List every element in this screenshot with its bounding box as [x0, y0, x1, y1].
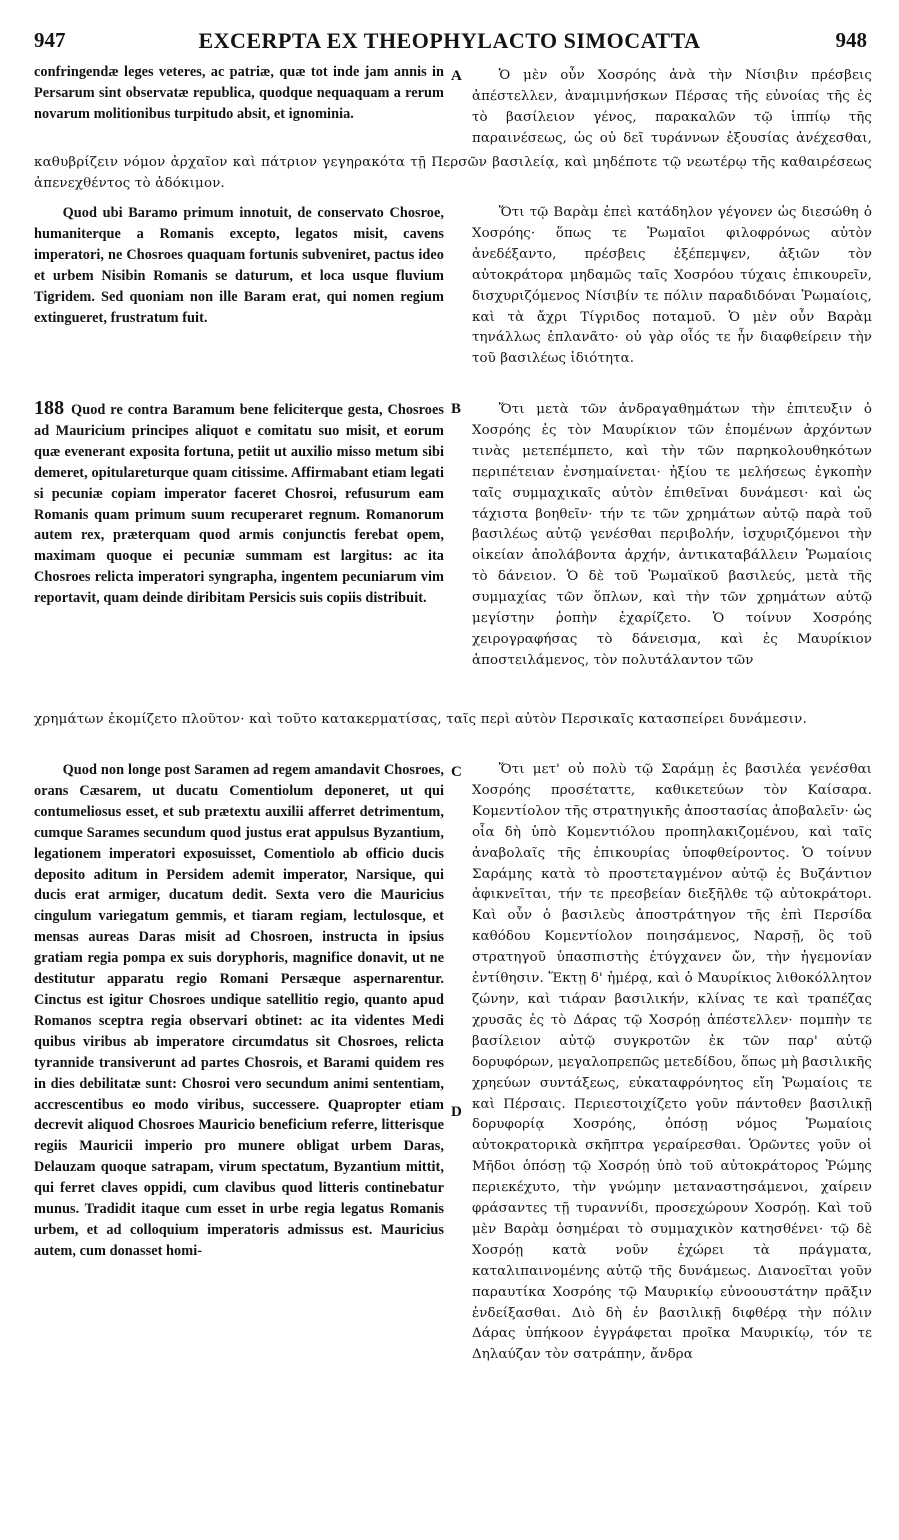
greek-full-width-line-1: [34, 153, 872, 197]
latin-column-block-2: [34, 203, 444, 371]
margin-marker-d: D: [451, 1104, 462, 1120]
section-number: 188: [34, 398, 65, 419]
greek-column-block-3: [472, 400, 872, 708]
greek-paragraph: Ὁ μὲν οὖν Χοσρόης ἀνὰ τὴν Νίσιβιν πρέσβεις ἀπέστελλεν, ἀναμιμνήσκων Πέρσας τῆς εὐνοίας τῆς ἐς τὸ βασίλειον γένος, παρακαλῶν τῷ ἱππίῳ τῆς παραινέσεως, ὡς οὐ δεῖ τυράννων ἐξουσίας ἀνέχεσθαι,: [472, 68, 872, 146]
latin-paragraph-text: Quod re contra Baramum bene feliciterque gesta, Chosroes ad Mauricium principes aliquot e comitatu suo misit, et eorum quæ evenerant exposita fortuna, petiit ut auxilio misso metum sibi demeret, opitulareturque quam citissime. Affirmabant etiam legati si pecuniæ copiam imperator faceret Chosroi, refusurum eam Romanis quam primum suum recuperaret regnum. Romanorum autem rex, præterquam quod armis conjunctis ferebat opem, maximam quoque ei pecuniæ summam est largitus: ac ita Chosroes relicta imperatori syngrapha, ingentem pecuniarum vim reportavit, quam deinde diribitam Persicis suis copiis distribuit.: [34, 402, 444, 607]
greek-column-block-2: [472, 203, 872, 395]
greek-column-block-4: [472, 760, 872, 1470]
latin-paragraph: Quod non longe post Saramen ad regem amandavit Chosroes, orans Cæsarem, ut ducatu Comentiolum deponeret, ut qui contumeliosus esset, et sub prætextu auxilii afferret detrimentum, cumque Sarames secundum quod justus erat appulsus Byzantium, legationem imperatori exposuisset, Comentiolo ab officio ducis deposito aditum in Persidem ademit imperator, Narsique, qui ducis erat armiger, ducatum dedit. Sexta vero die Mauricius cingulum variegatum gemmis, et tiaram regiam, lectulosque, et mensas aureas Daras misit ad Chosroen, instructa in ipsius gratiam regia pompa ex suis doryphoris, magnifice donavit, ut ne destitutur apparatu regio Romani Persæque aspernarentur. Cinctus est igitur Chosroes undique satellitio regio, quanto apud Romanos sceptra regia observari obtinet: ac ita videntes Medi quibus viribus ab imperatore circumdatus sit Chosroes, relicta tyrannide transiverunt ad partes Chosrois, et Barami quidem res in dies debilitatæ sunt: Chosroi vero secundum animi sententiam, accrescentibus eo modo viribus, successere. Quapropter etiam decrevit aliquod Chosroes Mauricio beneficium referre, litterisque regiis Mauricii imperio pro munere obligat urbem Daras, Delauzam quoque satrapam, virum spectatum, Byzantium mittit, qui ferret claves oppidi, cum clavibus quod litteris continebatur munus. Tradidit itaque cum esset in urbe regia legatus Romanis urbem, et ad colloquium imperatoris admissus est. Mauricius autem, cum donasset homi-: [34, 762, 444, 1259]
latin-column-block-4: [34, 760, 444, 1470]
greek-column-block-1: [472, 66, 872, 150]
latin-paragraph: Quod ubi Baramo primum innotuit, de conservato Chosroe, humaniterque a Romanis excepto, legatos misit, cavens imperatori, ne Chosroes quaquam fortunis subveniret, pactus ideo et urbem Nisibin Romanis se daturum, et loca usque fluvium Tigridem. Sed quoniam non ille Baram erat, qui nomen regium extingueret, frustratum fuit.: [34, 205, 444, 326]
page-number-left: 947: [34, 28, 66, 52]
margin-marker-b: B: [451, 401, 462, 417]
greek-paragraph: Ὅτι τῷ Βαρὰμ ἐπεὶ κατάδηλον γέγονεν ὡς διεσώθη ὁ Χοσρόης· ὅπως τε Ῥωμαῖοι φιλοφρόνως αὐτὸν ἀνεδέξαντο, πρέσβεις ἐξέπεμψεν, ἀξιῶν τὸν αὐτοκράτορα μηδαμῶς ταῖς Χοσρόου τύχαις ἐπικουρεῖν, δισχυριζόμενος Νίσιβίν τε πόλιν παραδιδόναι Ῥωμαίοις, καὶ τὰ ἄχρι Τίγριδος ποταμοῦ. Ὁ μὲν οὖν Βαρὰμ τηνάλλως ἐπλανᾶτο· οὐ γὰρ οἷός τε ἦν διαφθείρειν τὴν τοῦ βασιλέως ἰδιότητα.: [472, 205, 872, 367]
greek-paragraph-continued: καθυβρίζειν νόμον ἀρχαῖον καὶ πάτριον γεγηρακότα τῇ Περσῶν βασιλείᾳ, καὶ μηδέποτε τῷ νεωτέρῳ τῆς καθαιρέσεως ἀπενεχθέντος τὸ ἀδόκιμον.: [34, 155, 872, 191]
greek-paragraph: Ὅτι μετὰ τῶν ἀνδραγαθημάτων τὴν ἐπιτευξιν ὁ Χοσρόης ἐς τὸν Μαυρίκιον τῶν ἑπομένων ἀρχόντων τινὰς μετεπέμπετο, καὶ τὴν τῶν παρηκολουθηκότων περιπέτειαν ἐνσημαίνεται· ἠξίου τε μελήσεως ἐγκοπὴν ταῖς συμμαχικαῖς αὐτὸν ἐπιθεῖναι δυνάμεσι· καὶ ὡς τάχιστα βοηθεῖν· τήν τε τῶν χρημάτων αὐτῷ παρὰ τοῦ βασιλέως αὐτῷ γενέσθαι περιβολήν, ἰσχυριζόμενοι τὴν οἰκείαν ἀπολάβοντα ἀρχήν, ἀντικαταβάλλειν Ῥωμαίοις τὸ δάνειον. Ὁ δὲ τοῦ Ῥωμαϊκοῦ βασιλεύς, μετὰ τῆς συμμαχίας τῶν ὅπλων, καὶ τὴν τῶν χρημάτων αὐτῷ μεγίστην ῥοπὴν ἐχαρίζετο. Ὁ τοίνυν Χοσρόης χειρογραφήσας τὸ δάνεισμα, καὶ ἐς Μαυρίκιον ἀποστειλάμενος, τὸν πολυτάλαντον τῶν: [472, 402, 872, 668]
greek-paragraph: Ὅτι μετ' οὐ πολὺ τῷ Σαράμῃ ἐς βασιλέα γενέσθαι Χοσρόης προσέταττε, καθικετεύων τὸν Καίσαρα. Κομεντίολον τῆς στρατηγικῆς ἀποστασίας ἀποβαλεῖν· ὡς οἷα δὴ ὑπὸ Κομεντιόλου προπηλακιζομένου, καὶ ταῖς ἀναβολαῖς τῆς ἐπικουρίας ὑποφθείροντος. Ὁ τοίνυν Σαράμης κατὰ τὸ προστεταγμένον αὐτῷ ἐς Βυζάντιον ἀφικνεῖται, τήν τε πρεσβείαν διεξῆλθε τῷ αὐτοκράτορι. Καὶ οὖν ὁ βασιλεὺς ἀποστράτηγον τῆς ἐπὶ Περσίδα καθόδου Κομεντίολον ποιησάμενος, Ναρσῇ, ὃς τοῦ στρατηγοῦ ὑπασπιστὴς ἐτύγχανεν ὤν, τὴν ἡγεμονίαν ἐντίθησιν. Ἕκτῃ δ' ἡμέρᾳ, καὶ ὁ Μαυρίκιος λιθοκόλλητον ζώνην, καὶ τιάραν βασιλικήν, κλίνας τε καὶ τραπέζας χρυσᾶς ἐς τὸ Δάρας τῷ Χοσρόῃ ἀπέστελλεν· πομπὴν τε βασίλειον αὐτῷ συγκροτῶν ἐκ τῶν παρ' αὐτῷ δορυφόρων, μεγαλοπρεπῶς μετεδίδου, ὅπως μὴ βασιλικῆς χρηεύων συντάξεως, εὐκαταφρόνητος εἴη Ῥωμαίοις τε καὶ Πέρσαις. Περιεστοιχίζετο γοῦν πάντοθεν βασιλικῇ δορυφορίᾳ Χοσρόης, ὁπόσῃ νόμος Ῥωμαίοις αὐτοκρατορικὰ σκῆπτρα γεραίρεσθαι. Ὁρῶντες γοῦν οἱ Μῆδοι ὁπόσῃ τῷ Χοσρόῃ ὑπὸ τοῦ αὐτοκράτορος Ῥώμης περιεκέχυτο, τὴν γνώμην μεταναστησάμενοι, χαίρειν φράσαντες τῇ τυραννίδι, προσεχώρουν Χοσρόῃ. Καὶ τοῦ μὲν Βαρὰμ ὁσημέραι τὸ συμμαχικὸν κατησθένει· τῷ δὲ Χοσρόῃ κατὰ νοῦν ἐχώρει τὰ πράγματα, καταλιπαινομένης αὐτῷ τῆς δυνάμεως. Διανοεῖται γοῦν παραυτίκα Χοσρόης τῷ Μαυρικίῳ εὐνοουστάτην πρᾶξιν ἐνδείξασθαι. Διὸ δὴ ἐν βασιλικῇ διφθέρᾳ τὴν πόλιν Δάρας ὑπήκοον ἐγγράφεται προῖκα Μαυρικίῳ, τόν τε Δηλαύζαν τὸν σατράπην, ἄνδρα: [472, 762, 872, 1363]
margin-marker-c: C: [451, 764, 462, 780]
latin-column-block-3: [34, 398, 444, 706]
page-number-right: 948: [835, 28, 867, 52]
running-title: EXCERPTA EX THEOPHYLACTO SIMOCATTA: [198, 28, 701, 53]
latin-paragraph: confringendæ leges veteres, ac patriæ, quæ tot inde jam annis in Persarum sint observatæ republica, quodque nequaquam a rerum novarum molitionibus turpitudo absit, et ignominia.: [34, 64, 444, 122]
latin-column-block-1: [34, 62, 444, 144]
greek-full-width-line-3: [34, 710, 872, 754]
margin-marker-a: A: [451, 68, 462, 84]
latin-paragraph: [34, 398, 444, 609]
greek-paragraph-continued: χρημάτων ἐκομίζετο πλοῦτον· καὶ τοῦτο κατακερματίσας, ταῖς περὶ αὐτὸν Περσικαῖς κατασπείρει δυνάμεσιν.: [34, 712, 807, 727]
